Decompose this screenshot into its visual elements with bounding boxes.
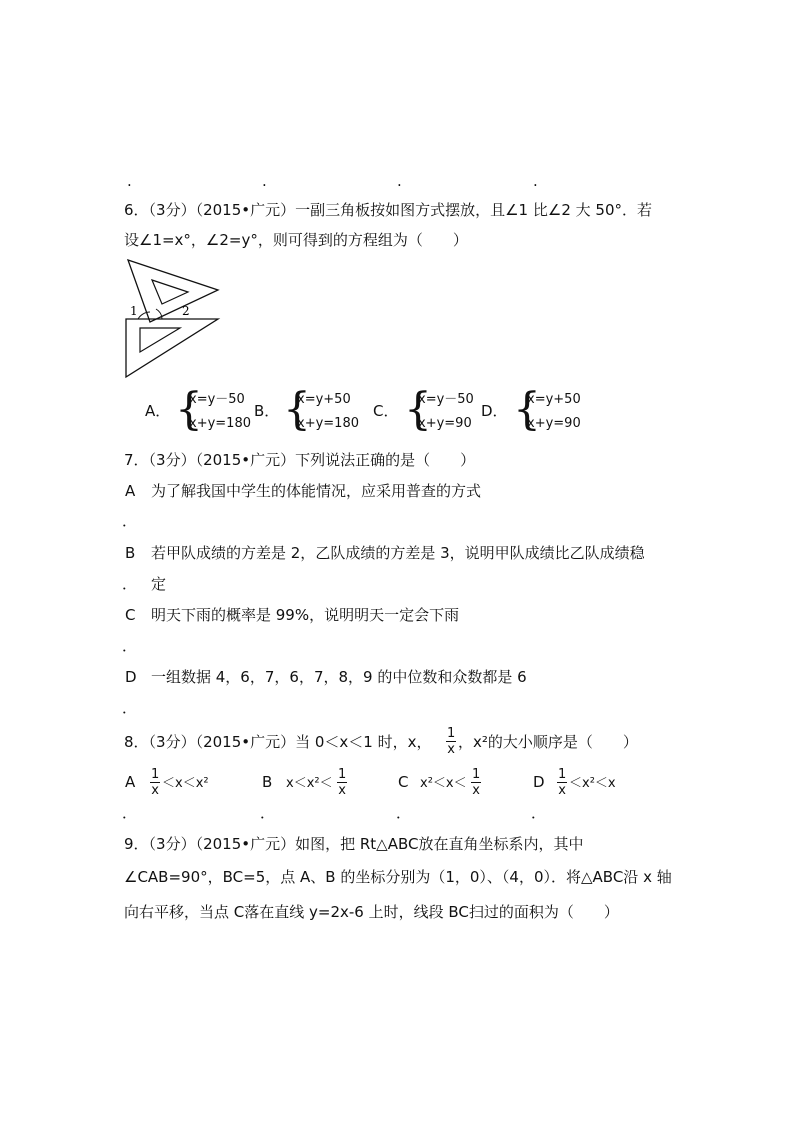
fraction-numerator: 1 [558, 767, 567, 782]
q8-stem-post: ，x²的大小顺序是（ ） [458, 733, 638, 751]
equation: x=y－50 [189, 392, 245, 407]
equation: x=y+50 [527, 392, 581, 407]
q9-stem-line3: 向右平移，当点 C落在直线 y=2x-6 上时，线段 BC扫过的面积为（ ） [124, 903, 619, 921]
q6-option-c-system [418, 388, 474, 436]
fraction-denominator: x [472, 783, 480, 798]
fraction-denominator: x [447, 742, 455, 757]
brace-icon: { [175, 384, 203, 435]
q8-option-b-text: x＜x²＜ [286, 776, 333, 791]
q8-option-b-dot: ． [260, 804, 276, 822]
q9-stem-line1: 9．（3分）（2015•广元）如图，把 Rt△ABC放在直角坐标系内，其中 [124, 835, 584, 853]
fraction-one-over-x [337, 768, 347, 797]
q7-option-c-dot: ． [122, 637, 138, 655]
q8-option-c-text: x²＜x＜ [420, 776, 467, 791]
q6-option-d-letter: D． [481, 402, 508, 420]
set-square-figure [120, 256, 225, 381]
q6-option-c-letter: C． [373, 402, 399, 420]
q8-stem-pre: 8．（3分）（2015•广元）当 0＜x＜1 时，x， [124, 733, 432, 751]
angle-1-label: 1 [130, 304, 138, 318]
fraction-one-over-x [150, 768, 160, 797]
top-dot: . [533, 172, 538, 190]
fraction-denominator: x [558, 783, 566, 798]
fraction-numerator: 1 [447, 726, 456, 741]
q7-option-d-letter: D [125, 668, 137, 686]
q9-stem-line2: ∠CAB=90°，BC=5，点 A、B 的坐标分别为（1，0）、（4，0）．将△ABC沿 x 轴 [124, 868, 672, 886]
q7-option-a-dot: ． [122, 512, 138, 530]
top-dot: . [397, 172, 402, 190]
q7-option-b-dot: ． [122, 575, 138, 593]
q7-stem: 7．（3分）（2015•广元）下列说法正确的是（ ） [124, 451, 476, 469]
fraction-denominator: x [338, 783, 346, 798]
q8-option-c-dot: ． [396, 804, 412, 822]
fraction-one-over-x [557, 768, 567, 797]
q6-option-a-system [189, 388, 251, 436]
top-dot: . [127, 172, 132, 190]
q7-option-c-letter: C [125, 606, 136, 624]
q8-option-a-dot: ． [122, 804, 138, 822]
q7-option-a-letter: A [125, 482, 136, 500]
q8-option-b-letter: B [262, 773, 273, 791]
top-dot: . [262, 172, 267, 190]
q8-option-a-text: ＜x＜x² [162, 776, 209, 791]
q8-option-c-letter: C [398, 773, 409, 791]
brace-icon: { [513, 384, 541, 435]
q7-option-d-text: 一组数据 4，6，7，6，7，8，9 的中位数和众数都是 6 [151, 668, 527, 686]
upper-triangle-inner [152, 280, 188, 304]
q6-option-d-system [527, 388, 581, 436]
brace-icon: { [283, 384, 311, 435]
q6-option-b-letter: B． [254, 402, 280, 420]
q7-option-d-dot: ． [122, 699, 138, 717]
fraction-numerator: 1 [338, 767, 347, 782]
q7-option-b-text: 若甲队成绩的方差是 2，乙队成绩的方差是 3，说明甲队成绩比乙队成绩稳 [151, 544, 645, 562]
q6-stem-line2: 设∠1=x°，∠2=y°，则可得到的方程组为（ ） [124, 231, 468, 249]
fraction-one-over-x [471, 768, 481, 797]
q8-option-d-dot: ． [531, 804, 547, 822]
q7-option-c-text: 明天下雨的概率是 99%，说明明天一定会下雨 [151, 606, 460, 624]
brace-icon: { [404, 384, 432, 435]
upper-triangle [128, 260, 218, 322]
equation: x+y=90 [527, 416, 581, 431]
angle-2-label: 2 [182, 304, 190, 318]
fraction-numerator: 1 [472, 767, 481, 782]
equation: x+y=90 [418, 416, 472, 431]
fraction-denominator: x [151, 783, 159, 798]
equation: x+y=180 [297, 416, 359, 431]
q8-option-a-letter: A [125, 773, 136, 791]
q7-option-a-text: 为了解我国中学生的体能情况，应采用普查的方式 [151, 482, 482, 500]
q7-option-b-letter: B [125, 544, 136, 562]
lower-triangle-inner [140, 328, 180, 352]
fraction-one-over-x [446, 727, 456, 756]
fraction-numerator: 1 [151, 767, 160, 782]
q6-stem-line1: 6．（3分）（2015•广元）一副三角板按如图方式摆放，且∠1 比∠2 大 50°．若 [124, 201, 652, 219]
equation: x+y=180 [189, 416, 251, 431]
q8-option-d-letter: D [533, 773, 545, 791]
q6-option-b-system [297, 388, 359, 436]
equation: x=y+50 [297, 392, 351, 407]
q7-option-b-text-cont: 定 [151, 575, 167, 593]
q6-option-a-letter: A． [145, 402, 171, 420]
q8-option-d-text: ＜x²＜x [569, 776, 616, 791]
equation: x=y－50 [418, 392, 474, 407]
